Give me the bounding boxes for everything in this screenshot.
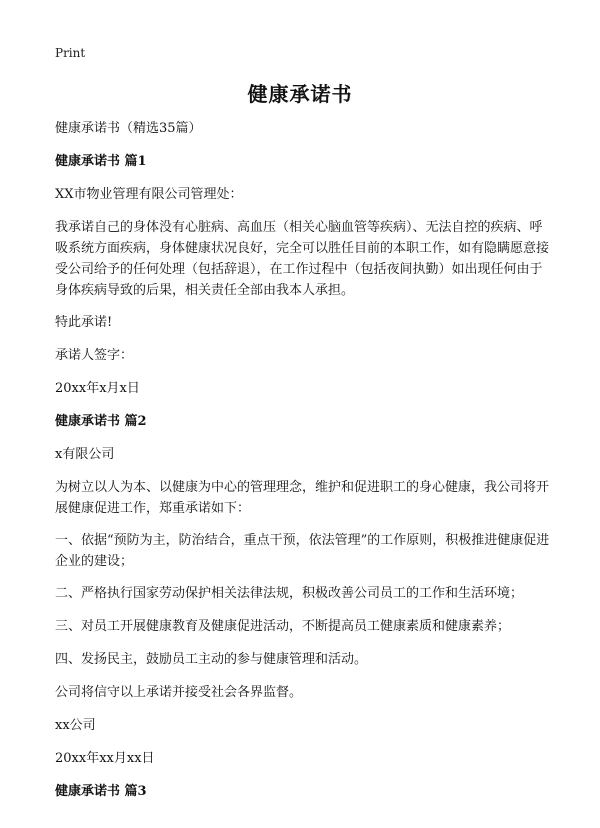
signature-company: xx公司 [55,718,96,733]
commitment-item: 二、严格执行国家劳动保护相关法律法规，积极改善公司员工的工作和生活环境； [55,586,524,601]
section-heading: 健康承诺书 篇3 [55,784,147,799]
company-name: x有限公司 [55,447,115,462]
addressee: XX市物业管理有限公司管理处： [55,187,243,202]
document-subtitle: 健康承诺书（精选35篇） [55,121,202,136]
date-line: 20xx年xx月xx日 [55,751,155,766]
commitment-paragraph: 我承诺自己的身体没有心脏病、高血压（相关心脑血管等疾病）、无法自控的疾病、呼吸系统方面疾病，身体健康状况良好，完全可以胜任目前的本职工作，如有隐瞒愿意接受公司给予的任何处理（包括辞退），在工作过程中（包括夜间执勤）如出现任何由于身体疾病导致的后果，相关责任全部由我本人承担。 [55,220,550,298]
commitment-item: 一、依据“预防为主，防治结合，重点干预，依法管理”的工作原则，积极推进健康促进企业的建设； [55,533,550,569]
closing-statement: 特此承诺! [55,315,113,330]
section-heading: 健康承诺书 篇2 [55,414,147,429]
date-line: 20xx年x月x日 [55,381,140,396]
commitment-item: 三、对员工开展健康教育及健康促进活动，不断提高员工健康素质和健康素养； [55,619,511,634]
intro-paragraph: 为树立以人为本、以健康为中心的管理理念，维护和促进职工的身心健康，我公司将开展健康促进工作，郑重承诺如下： [55,480,550,516]
commitment-item: 四、发扬民主，鼓励员工主动的参与健康管理和活动。 [55,652,368,667]
signature-line: 承诺人签字： [55,348,134,363]
document-body [55,118,550,814]
section-heading: 健康承诺书 篇1 [55,154,147,169]
closing-statement: 公司将信守以上承诺并接受社会各界监督。 [55,685,303,700]
document-title: 健康承诺书 [247,82,353,106]
print-label[interactable]: Print [55,46,86,60]
